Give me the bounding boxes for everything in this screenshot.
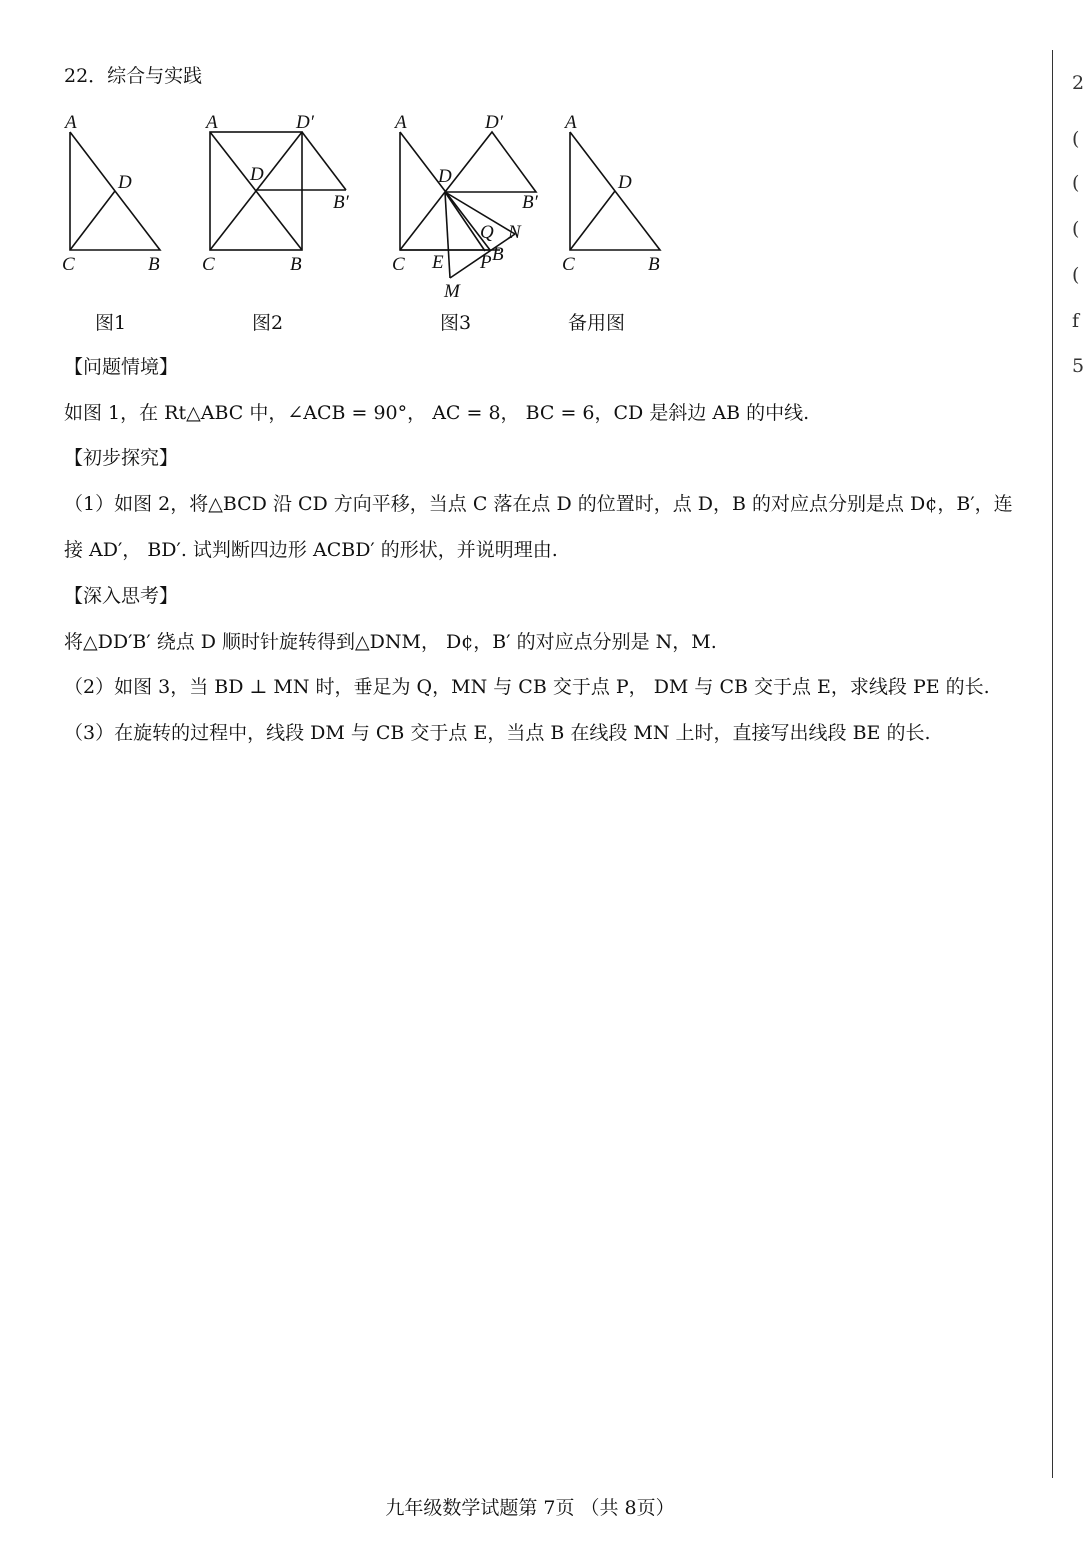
fig1-label-b: B (148, 254, 160, 275)
fig2-label-c: C (202, 254, 215, 275)
fig3-dp (445, 192, 485, 251)
edge-glyph: f (1072, 310, 1080, 332)
fig2-label-d: D (250, 164, 264, 185)
fig2-dp-bp (302, 132, 346, 190)
fig3-label-m: M (444, 281, 460, 302)
fig3-label-e: E (432, 252, 444, 273)
fig3-median-cd (400, 192, 445, 250)
edge-glyph: ( (1072, 264, 1080, 286)
question-title: 22．综合与实践 (64, 65, 203, 87)
caption-fig3: 图3 (440, 312, 472, 334)
page-divider (1052, 50, 1053, 1478)
edge-glyph: ( (1072, 218, 1080, 240)
fig2-label-b: B (290, 254, 302, 275)
caption-fig1: 图1 (95, 312, 127, 334)
fig2-label-bp: B′ (333, 192, 349, 213)
section-deep: 【深入思考】 (64, 585, 179, 607)
fig3-dm (445, 192, 450, 278)
fig1-label-c: C (62, 254, 75, 275)
question-1-line-1: （1）如图 2，将△BCD 沿 CD 方向平移，当点 C 落在点 D 的位置时，点 D，B 的对应点分别是点 D¢，B′，连 (64, 493, 1013, 515)
problem-context: 如图 1，在 Rt△ABC 中，∠ACB = 90°， AC = 8， BC = 6，CD 是斜边 AB 的中线. (64, 402, 810, 424)
fig3-triangle-ddpbp (445, 132, 536, 192)
geometry-figures (40, 100, 700, 340)
fig1-label-a: A (65, 112, 77, 133)
fig3-label-d: D (438, 166, 452, 187)
edge-glyph: 2 (1072, 72, 1084, 94)
figures-row (40, 100, 700, 340)
fig3-label-c: C (392, 254, 405, 275)
question-2: （2）如图 3，当 BD ⊥ MN 时，垂足为 Q，MN 与 CB 交于点 P， DM 与 CB 交于点 E，求线段 PE 的长. (64, 676, 990, 698)
page-footer: 九年级数学试题第 7页 （共 8页） (385, 1497, 675, 1519)
question-1-line-2: 接 AD′， BD′. 试判断四边形 ACBD′ 的形状，并说明理由. (64, 539, 558, 561)
fig3-label-q: Q (480, 222, 494, 243)
spare-label-a: A (565, 112, 577, 133)
rotation-statement: 将△DD′B′ 绕点 D 顺时针旋转得到△DNM， D¢，B′ 的对应点分别是 N，M. (64, 631, 717, 653)
spare-label-b: B (648, 254, 660, 275)
edge-glyph: ( (1072, 128, 1080, 150)
spare-label-d: D (618, 172, 632, 193)
question-3: （3）在旋转的过程中，线段 DM 与 CB 交于点 E，当点 B 在线段 MN 上时，直接写出线段 BE 的长. (64, 722, 931, 744)
edge-glyph: ( (1072, 172, 1080, 194)
fig3-label-n: N (508, 222, 521, 243)
fig3-label-bp: B′ (522, 192, 538, 213)
fig3-label-a: A (395, 112, 407, 133)
spare-label-c: C (562, 254, 575, 275)
caption-fig2: 图2 (252, 312, 284, 334)
fig3-label-p: P (480, 252, 492, 273)
fig1-label-d: D (118, 172, 132, 193)
fig2-label-a: A (206, 112, 218, 133)
fig2-label-dp: D′ (296, 112, 314, 133)
section-initial: 【初步探究】 (64, 447, 179, 469)
section-problem: 【问题情境】 (64, 356, 179, 378)
fig3-label-dp: D′ (485, 112, 503, 133)
spare-median-cd (570, 191, 615, 250)
edge-glyph: 5 (1072, 355, 1084, 377)
fig1-median-cd (70, 191, 115, 250)
fig3-label-b: B (492, 244, 504, 265)
caption-spare: 备用图 (568, 312, 626, 334)
